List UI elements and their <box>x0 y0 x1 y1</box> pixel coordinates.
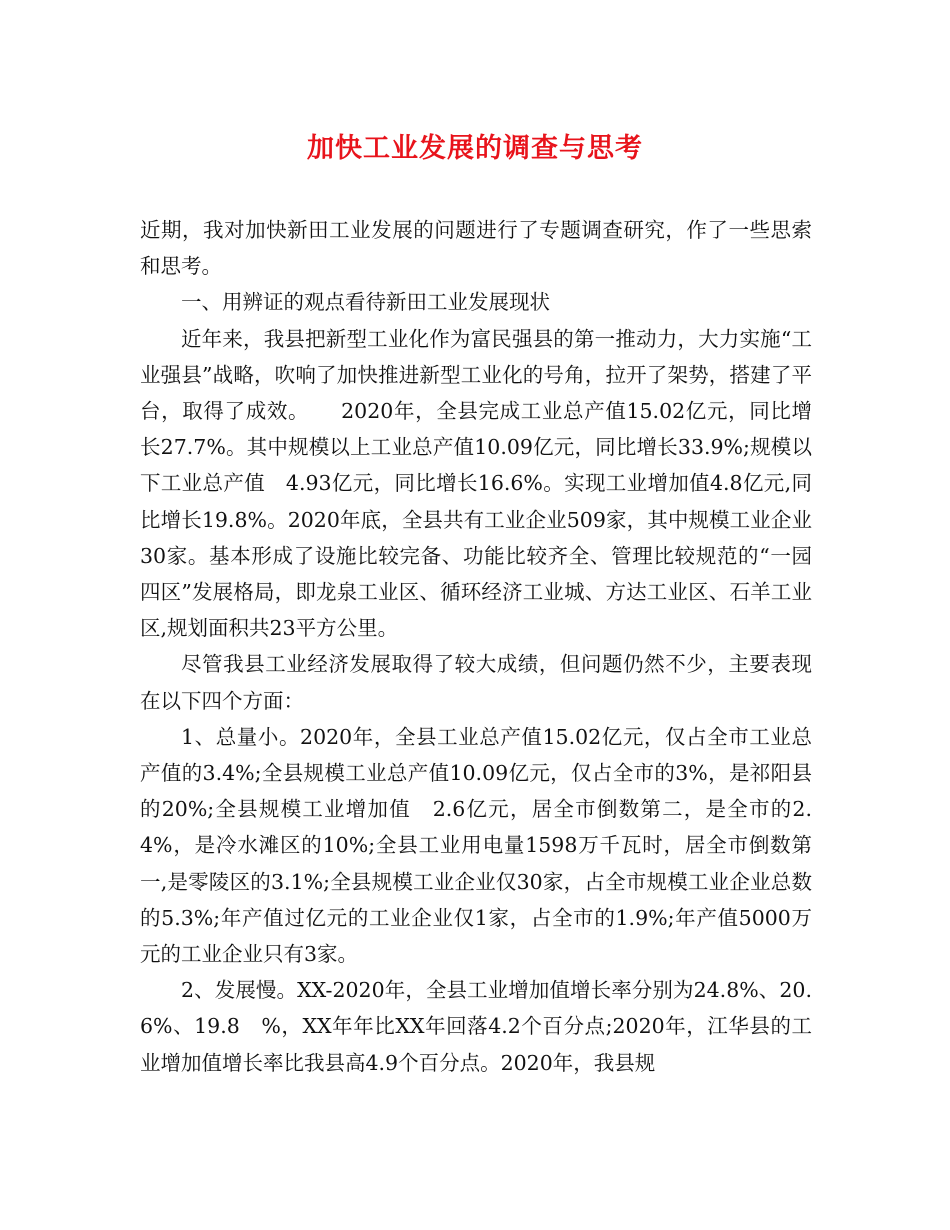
paragraph-intro: 近期，我对加快新田工业发展的问题进行了专题调查研究，作了一些思索和思考。 <box>140 218 812 279</box>
document-title: 加快工业发展的调查与思考 <box>307 133 643 164</box>
section-heading-1: 一、用辨证的观点看待新田工业发展现状 <box>181 290 550 315</box>
document-body <box>140 212 812 1081</box>
paragraph-problems-intro: 尽管我县工业经济发展取得了较大成绩，但问题仍然不少，主要表现在以下四个方面： <box>140 652 812 713</box>
paragraph-problem-2: 2、发展慢。XX-2020年，全县工业增加值增长率分别为24.8%、20.6%、19.8 %，XX年年比XX年回落4.2个百分点;2020年，江华县的工业增加值增长率比我县高4.9个百分点。2020年，我县规 <box>140 978 812 1075</box>
paragraph-achievements: 近年来，我县把新型工业化作为富民强县的第一推动力，大力实施“工业强县”战略，吹响了加快推进新型工业化的号角，拉开了架势，搭建了平台，取得了成效。 2020年，全县完成工业总产值15.02亿元，同比增长27.7%。其中规模以上工业总产值10.09亿元，同比增长33.9%;规模以下工业总产值 4.93亿元，同比增长16.6%。实现工业增加值4.8亿元,同比增长19.8%。2020年底，全县共有工业企业509家，其中规模工业企业30家。基本形成了设施比较完备、功能比较齐全、管理比较规范的“一园四区”发展格局，即龙泉工业区、循环经济工业城、方达工业区、石羊工业区,规划面积共23平方公里。 <box>140 326 812 641</box>
paragraph-problem-1: 1、总量小。2020年，全县工业总产值15.02亿元，仅占全市工业总产值的3.4%;全县规模工业总产值10.09亿元，仅占全市的3%，是祁阳县的20%;全县规模工业增加值 2.6亿元，居全市倒数第二，是全市的2.4%，是冷水滩区的10%;全县工业用电量1598万千瓦时，居全市倒数第一,是零陵区的3.1%;全县规模工业企业仅30家，占全市规模工业企业总数的5.3%;年产值过亿元的工业企业仅1家，占全市的1.9%;年产值5000万元的工业企业只有3家。 <box>140 724 812 967</box>
